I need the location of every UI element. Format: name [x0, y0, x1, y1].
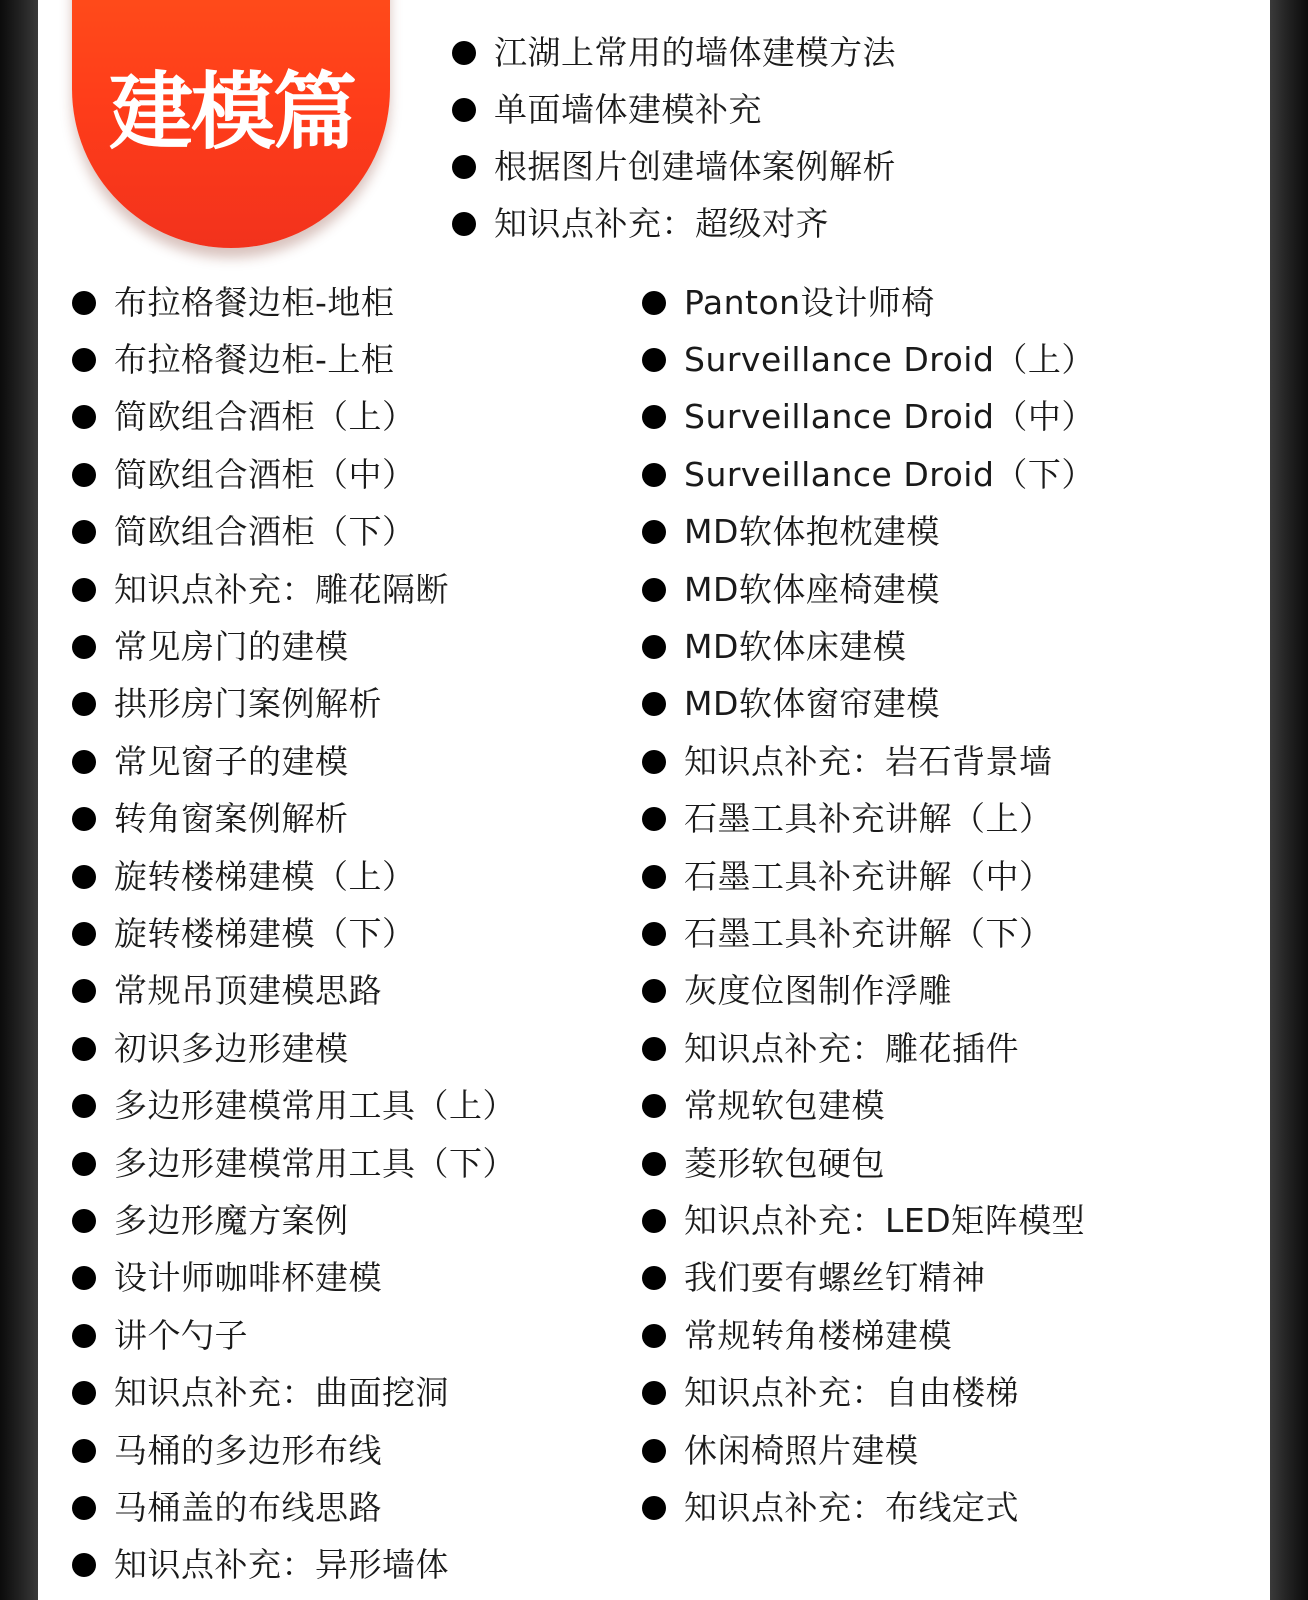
bullet-icon — [642, 291, 666, 315]
list-item-label: Surveillance Droid（上） — [684, 340, 1095, 380]
list-item-label: 我们要有螺丝钉精神 — [684, 1258, 986, 1298]
bullet-icon — [452, 212, 476, 236]
list-item-label: 知识点补充：异形墙体 — [114, 1545, 449, 1585]
list-item — [452, 195, 896, 252]
list-item-label: 讲个勺子 — [114, 1315, 248, 1355]
list-item-label: 休闲椅照片建模 — [684, 1430, 919, 1470]
list-item — [452, 24, 896, 81]
bullet-icon — [72, 291, 96, 315]
list-item — [642, 676, 1095, 733]
list-item-label: 知识点补充：雕花隔断 — [114, 569, 449, 609]
bullet-icon — [642, 463, 666, 487]
bullet-icon — [642, 1381, 666, 1405]
list-item — [642, 274, 1095, 331]
bullet-icon — [72, 1094, 96, 1118]
list-item-label: 简欧组合酒柜（上） — [114, 397, 416, 437]
list-item — [452, 81, 896, 138]
list-item — [72, 1250, 516, 1307]
list-item — [642, 791, 1095, 848]
list-item-label: 知识点补充：超级对齐 — [494, 203, 829, 243]
list-item — [642, 618, 1095, 675]
section-title: 建模篇 — [108, 63, 355, 161]
list-item — [642, 331, 1095, 388]
list-item-label: 江湖上常用的墙体建模方法 — [494, 32, 896, 72]
bullet-icon — [452, 41, 476, 65]
list-item — [642, 1250, 1095, 1307]
list-item — [72, 446, 516, 503]
list-item-label: 马桶的多边形布线 — [114, 1430, 382, 1470]
bullet-icon — [72, 635, 96, 659]
list-item — [642, 1422, 1095, 1479]
list-item-label: 常见房门的建模 — [114, 627, 349, 667]
bullet-icon — [72, 1553, 96, 1577]
left-frame-border — [0, 0, 38, 1600]
bullet-icon — [642, 692, 666, 716]
bullet-icon — [72, 1381, 96, 1405]
list-item-label: 转角窗案例解析 — [114, 799, 349, 839]
bullet-icon — [72, 979, 96, 1003]
bullet-icon — [642, 922, 666, 946]
list-item-label: 常规吊顶建模思路 — [114, 971, 382, 1011]
list-item — [642, 1077, 1095, 1134]
list-item-label: 初识多边形建模 — [114, 1028, 349, 1068]
bullet-icon — [72, 865, 96, 889]
bullet-icon — [72, 1324, 96, 1348]
list-item-label: MD软体抱枕建模 — [684, 512, 940, 552]
list-item — [72, 504, 516, 561]
bullet-icon — [452, 155, 476, 179]
list-item-label: 知识点补充：雕花插件 — [684, 1028, 1019, 1068]
bullet-icon — [642, 1037, 666, 1061]
list-item-label: 旋转楼梯建模（上） — [114, 856, 416, 896]
bullet-icon — [72, 1037, 96, 1061]
list-item — [72, 389, 516, 446]
right-frame-border — [1270, 0, 1308, 1600]
bullet-icon — [642, 1266, 666, 1290]
list-item-label: 石墨工具补充讲解（中） — [684, 856, 1053, 896]
list-item-label: 简欧组合酒柜（中） — [114, 454, 416, 494]
list-item — [72, 1307, 516, 1364]
lesson-list-left — [72, 274, 516, 1594]
list-item-label: 布拉格餐边柜-地柜 — [114, 282, 395, 322]
list-item — [642, 446, 1095, 503]
list-item — [72, 561, 516, 618]
list-item — [72, 1422, 516, 1479]
list-item-label: MD软体座椅建模 — [684, 569, 940, 609]
bullet-icon — [642, 520, 666, 544]
bullet-icon — [72, 1266, 96, 1290]
list-item-label: 常见窗子的建模 — [114, 741, 349, 781]
list-item-label: 常规软包建模 — [684, 1086, 885, 1126]
list-item — [72, 331, 516, 388]
list-item-label: 设计师咖啡杯建模 — [114, 1258, 382, 1298]
bullet-icon — [72, 1152, 96, 1176]
list-item-label: 布拉格餐边柜-上柜 — [114, 340, 395, 380]
bullet-icon — [642, 405, 666, 429]
list-item-label: 拱形房门案例解析 — [114, 684, 382, 724]
list-item-label: 马桶盖的布线思路 — [114, 1487, 382, 1527]
bullet-icon — [642, 1496, 666, 1520]
list-item-label: 知识点补充：布线定式 — [684, 1487, 1019, 1527]
list-item-label: 知识点补充：岩石背景墙 — [684, 741, 1053, 781]
list-item — [642, 1479, 1095, 1536]
list-item — [642, 1307, 1095, 1364]
list-item — [72, 1537, 516, 1594]
list-item — [72, 1364, 516, 1421]
list-item-label: Panton设计师椅 — [684, 282, 935, 322]
list-item-label: 简欧组合酒柜（下） — [114, 512, 416, 552]
list-item — [642, 504, 1095, 561]
bullet-icon — [642, 865, 666, 889]
list-item — [72, 1135, 516, 1192]
bullet-icon — [642, 1439, 666, 1463]
list-item — [72, 791, 516, 848]
list-item-label: 单面墙体建模补充 — [494, 89, 762, 129]
bullet-icon — [642, 979, 666, 1003]
bullet-icon — [72, 1496, 96, 1520]
list-item — [72, 274, 516, 331]
list-item-label: 旋转楼梯建模（下） — [114, 913, 416, 953]
list-item — [72, 1479, 516, 1536]
list-item — [642, 905, 1095, 962]
list-item — [642, 561, 1095, 618]
list-item-label: 知识点补充：曲面挖洞 — [114, 1373, 449, 1413]
lesson-list-right — [642, 274, 1095, 1537]
bullet-icon — [72, 1209, 96, 1233]
list-item-label: 知识点补充：自由楼梯 — [684, 1373, 1019, 1413]
bullet-icon — [72, 750, 96, 774]
intro-list — [452, 24, 896, 252]
bullet-icon — [72, 692, 96, 716]
list-item — [642, 389, 1095, 446]
bullet-icon — [72, 405, 96, 429]
list-item — [642, 1135, 1095, 1192]
bullet-icon — [72, 463, 96, 487]
bullet-icon — [72, 348, 96, 372]
bullet-icon — [452, 98, 476, 122]
list-item — [642, 1020, 1095, 1077]
list-item-label: 石墨工具补充讲解（上） — [684, 799, 1053, 839]
list-item-label: Surveillance Droid（中） — [684, 397, 1095, 437]
bullet-icon — [642, 1209, 666, 1233]
list-item-label: 多边形建模常用工具（下） — [114, 1143, 516, 1183]
bullet-icon — [72, 520, 96, 544]
list-item — [452, 138, 896, 195]
bullet-icon — [72, 807, 96, 831]
list-item-label: 常规转角楼梯建模 — [684, 1315, 952, 1355]
bullet-icon — [642, 750, 666, 774]
list-item — [72, 618, 516, 675]
list-item-label: 多边形建模常用工具（上） — [114, 1086, 516, 1126]
list-item-label: Surveillance Droid（下） — [684, 454, 1095, 494]
bullet-icon — [72, 922, 96, 946]
list-item — [72, 1077, 516, 1134]
list-item-label: 多边形魔方案例 — [114, 1200, 349, 1240]
bullet-icon — [642, 578, 666, 602]
list-item — [72, 848, 516, 905]
list-item-label: 知识点补充：LED矩阵模型 — [684, 1200, 1086, 1240]
list-item — [72, 1192, 516, 1249]
list-item — [642, 1192, 1095, 1249]
list-item — [642, 1364, 1095, 1421]
bullet-icon — [642, 807, 666, 831]
list-item-label: 根据图片创建墙体案例解析 — [494, 146, 896, 186]
bullet-icon — [642, 635, 666, 659]
list-item — [72, 676, 516, 733]
list-item — [72, 733, 516, 790]
bullet-icon — [72, 1439, 96, 1463]
bullet-icon — [642, 1152, 666, 1176]
list-item — [642, 848, 1095, 905]
bullet-icon — [72, 578, 96, 602]
list-item — [72, 905, 516, 962]
list-item-label: 菱形软包硬包 — [684, 1143, 885, 1183]
list-item-label: 石墨工具补充讲解（下） — [684, 913, 1053, 953]
bullet-icon — [642, 1094, 666, 1118]
list-item — [72, 963, 516, 1020]
list-item-label: MD软体窗帘建模 — [684, 684, 940, 724]
bullet-icon — [642, 1324, 666, 1348]
list-item-label: MD软体床建模 — [684, 627, 907, 667]
bullet-icon — [642, 348, 666, 372]
list-item — [642, 963, 1095, 1020]
list-item — [72, 1020, 516, 1077]
list-item-label: 灰度位图制作浮雕 — [684, 971, 952, 1011]
list-item — [642, 733, 1095, 790]
